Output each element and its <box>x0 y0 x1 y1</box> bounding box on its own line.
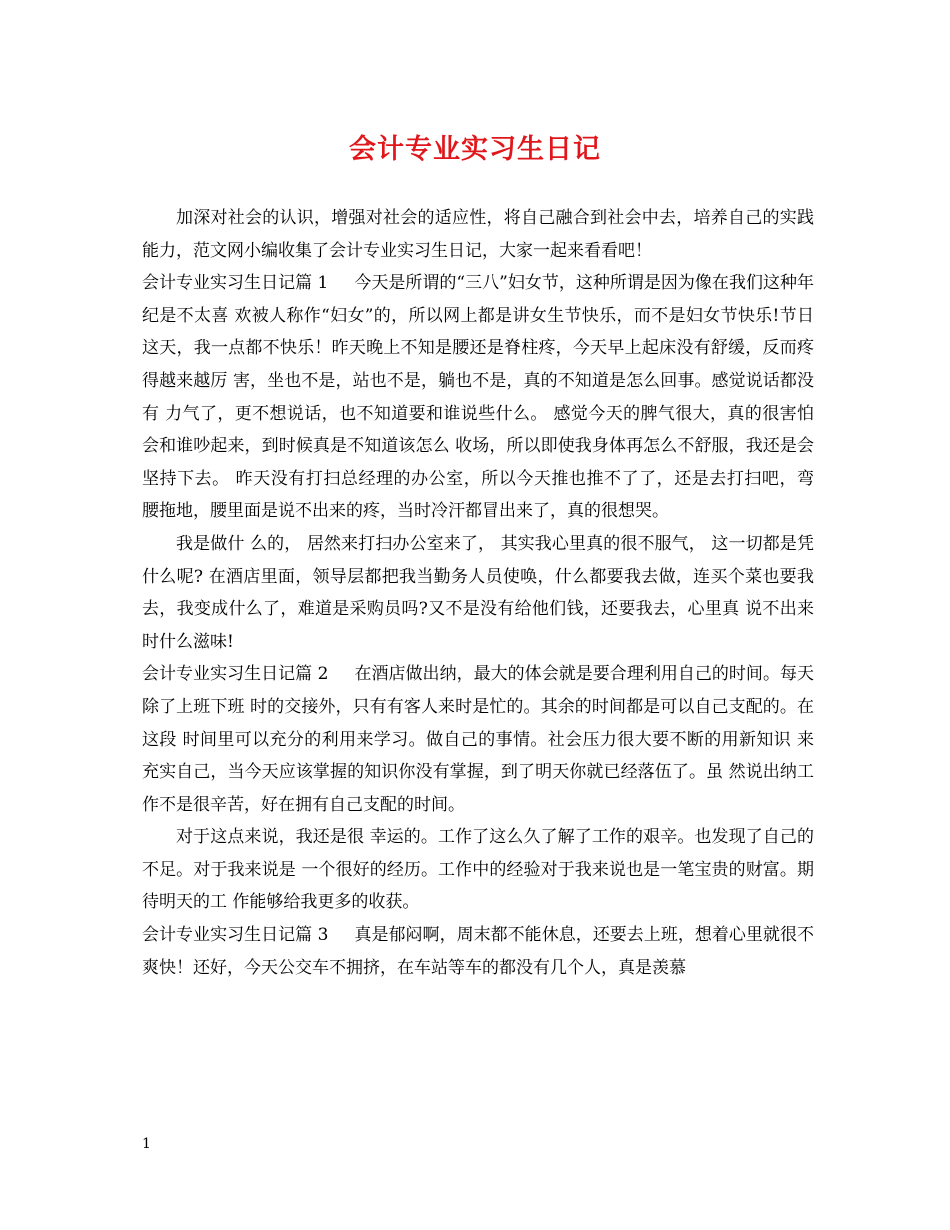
page-title: 会计专业实习生日记 <box>349 134 601 165</box>
document-body <box>142 202 814 984</box>
entry-1-label: 会计专业实习生日记篇 1 <box>142 273 329 294</box>
entry-1-paragraph <box>142 267 814 528</box>
entry-1-followup: 我是做什 么的， 居然来打扫办公室来了， 其实我心里真的很不服气， 这一切都是凭什么呢? 在酒店里面，领导层都把我当勤务人员使唤，什么都要我去做，连买个菜也要我 去，我变成什么了，难道是采购员吗?又不是没有给他们钱，还要我去，心里真 说不出来时什么滋味! <box>142 533 814 652</box>
entry-2-paragraph <box>142 658 814 821</box>
entry-2-text: 在酒店做出纳，最大的体会就是要合理利用自己的时间。每天除了上班下班 时的交接外，只有有客人来时是忙的。其余的时间都是可以自己支配的。在这段 时间里可以充分的利用来学习。做自己的事情。社会压力很大要不断的用新知识 来充实自己，当今天应该掌握的知识你没有掌握，到了明天你就已经落伍了。虽 然说出纳工作不是很辛苦，好在拥有自己支配的时间。 <box>142 664 814 815</box>
entry-3-text: 真是郁闷啊，周末都不能休息，还要去上班，想着心里就很不爽快！还好，今天公交车不拥挤，在车站等车的都没有几个人，真是羡慕 <box>142 925 814 978</box>
entry-3-label: 会计专业实习生日记篇 3 <box>142 925 329 946</box>
entry-3-paragraph <box>142 919 814 984</box>
entry-1-text: 今天是所谓的“三八”妇女节，这种所谓是因为像在我们这种年纪是不太喜 欢被人称作“妇女”的，所以网上都是讲女生节快乐，而不是妇女节快乐!节日 这天，我一点都不快乐！昨天晚上不知是腰还是脊柱疼，今天早上起床没有舒缓，反而疼得越来越厉 害，坐也不是，站也不是，躺也不是，真的不知道是怎么回事。感觉说话都没有 力气了，更不想说话，也不知道要和谁说些什么。 感觉今天的脾气很大，真的很害怕会和谁吵起来，到时候真是不知道该怎么 收场，所以即使我身体再怎么不舒服，我还是会坚持下去。 昨天没有打扫总经理的办公室，所以今天推也推不了了，还是去打扫吧，弯 腰拖地，腰里面是说不出来的疼，当时冷汗都冒出来了，真的很想哭。 <box>142 273 814 522</box>
entry-2-followup: 对于这点来说，我还是很 幸运的。工作了这么久了解了工作的艰辛。也发现了自己的不足。对于我来说是 一个很好的经历。工作中的经验对于我来说也是一笔宝贵的财富。期待明天的工 作能够给我更多的收获。 <box>142 827 814 913</box>
intro-paragraph: 加深对社会的认识，增强对社会的适应性，将自己融合到社会中去，培养自己的实践能力，范文网小编收集了会计专业实习生日记，大家一起来看看吧！ <box>142 208 814 261</box>
entry-2-label: 会计专业实习生日记篇 2 <box>142 664 329 685</box>
page-number: 1 <box>142 1136 151 1152</box>
